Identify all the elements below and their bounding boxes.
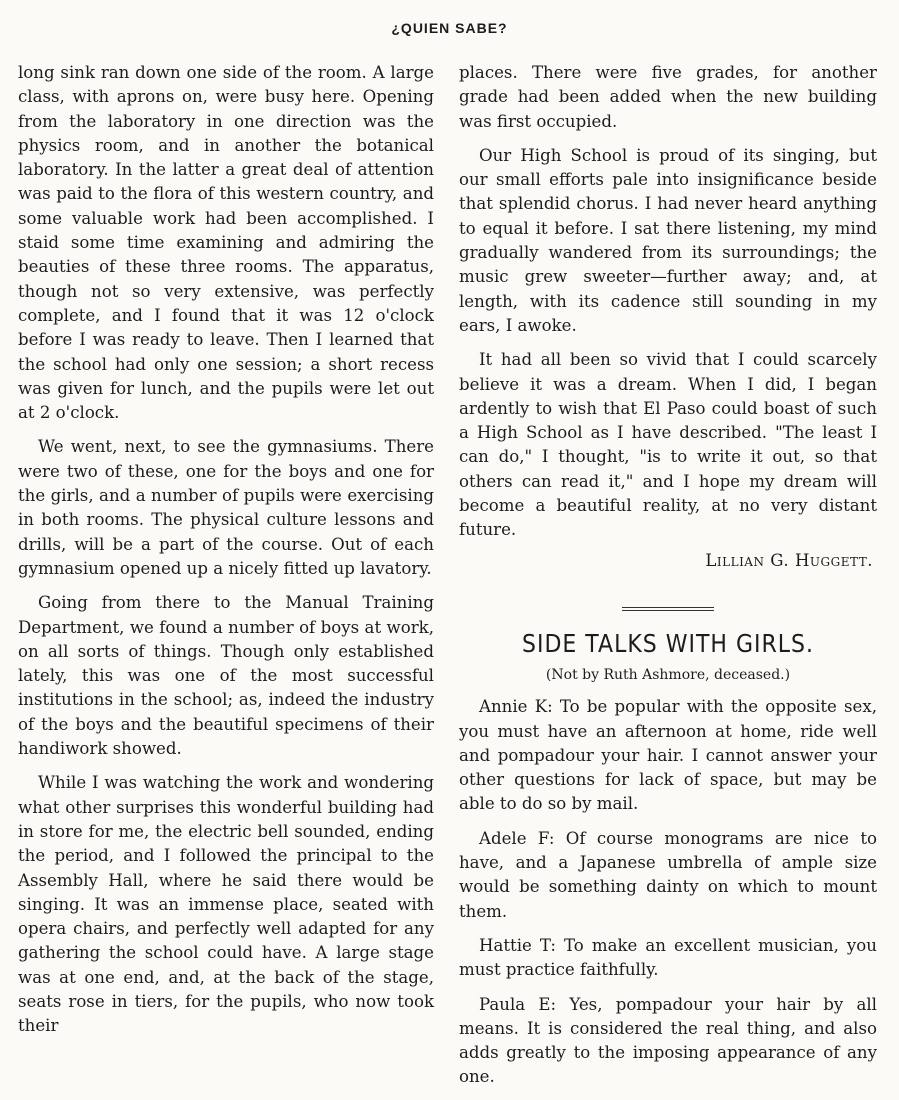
article-paragraph: places. There were five grades, for another grade had been added when the new building was first occupied. xyxy=(459,63,877,131)
left-column xyxy=(18,61,434,1049)
article-paragraph: Going from there to the Manual Training Department, we found a number of boys at work, on all sorts of things. Though only established lately, this was one of the most successful institutions in the school; as, indeed the industry of the boys and the beautiful specimens of their handiwork showed. xyxy=(18,593,434,759)
article-paragraph: We went, next, to see the gymnasiums. There were two of these, one for the boys and one for the girls, and a number of pupils were exercising in both rooms. The physical culture lessons and drills, will be a part of the course. Out of each gymnasium opened up a nicely fitted up lavatory. xyxy=(18,437,434,578)
advice-paragraph: Hattie T: To make an excellent musician, you must practice faithfully. xyxy=(459,935,877,980)
section-subtitle: (Not by Ruth Ashmore, deceased.) xyxy=(545,666,791,683)
article-paragraph: While I was watching the work and wondering what other surprises this wonderful building had in store for me, the electric bell sounded, ending the period, and I followed the principal to the Assembly Hall, where he said there would be singing. It was an immense place, seated with opera chairs, and perfectly well adapted for any gathering the school could have. A large stage was at one end, and, at the back of the stage, seats rose in tiers, for the pupils, who now took their xyxy=(18,773,434,1036)
article-paragraph: long sink ran down one side of the room. A large class, with aprons on, were busy here. Opening from the laboratory in one direction was the physics room, and in another the botanical laboratory. In the latter a great deal of attention was paid to the flora of this western country, and some valuable work had been accomplished. I staid some time examining and admiring the beauties of these three rooms. The apparatus, though not so very extensive, was perfectly complete, and I found that it was 12 o'clock before I was ready to leave. Then I learned that the school had only one session; a short recess was given for lunch, and the pupils were let out at 2 o'clock. xyxy=(18,63,434,423)
right-column xyxy=(459,61,877,1100)
section-divider xyxy=(622,607,714,611)
advice-paragraph: Adele F: Of course monograms are nice to have, and a Japanese umbrella of ample size would be something dainty on which to mount them. xyxy=(459,828,877,921)
article-paragraph: Our High School is proud of its singing, but our small efforts pale into insignificance beside that splendid chorus. I had never heard anything to equal it before. I sat there listening, my mind gradually wandered from its surroundings; the music grew sweeter—further away; and, at length, with its cadence still sounding in my ears, I awoke. xyxy=(459,145,877,335)
advice-paragraph: Paula E: Yes, pompadour your hair by all means. It is considered the real thing, and also adds greatly to the imposing appearance of any one. xyxy=(459,994,877,1087)
advice-paragraph: Annie K: To be popular with the opposite sex, you must have an afternoon at home, ride well and pompadour your hair. I cannot answer your other questions for lack of space, but may be able to do so by mail. xyxy=(459,697,877,814)
article-paragraph: It had all been so vivid that I could scarcely believe it was a dream. When I did, I began ardently to wish that El Paso could boast of such a High School as I have described. "The least I can do," I thought, "is to write it out, so that others can read it," and I hope my dream will become a beautiful reality, at no very distant future. xyxy=(459,350,877,540)
section-title: SIDE TALKS WITH GIRLS. xyxy=(522,629,814,659)
page-header: ¿QUIEN SABE? xyxy=(391,20,508,36)
author-signature: Lillian G. Huggett. xyxy=(705,550,873,570)
